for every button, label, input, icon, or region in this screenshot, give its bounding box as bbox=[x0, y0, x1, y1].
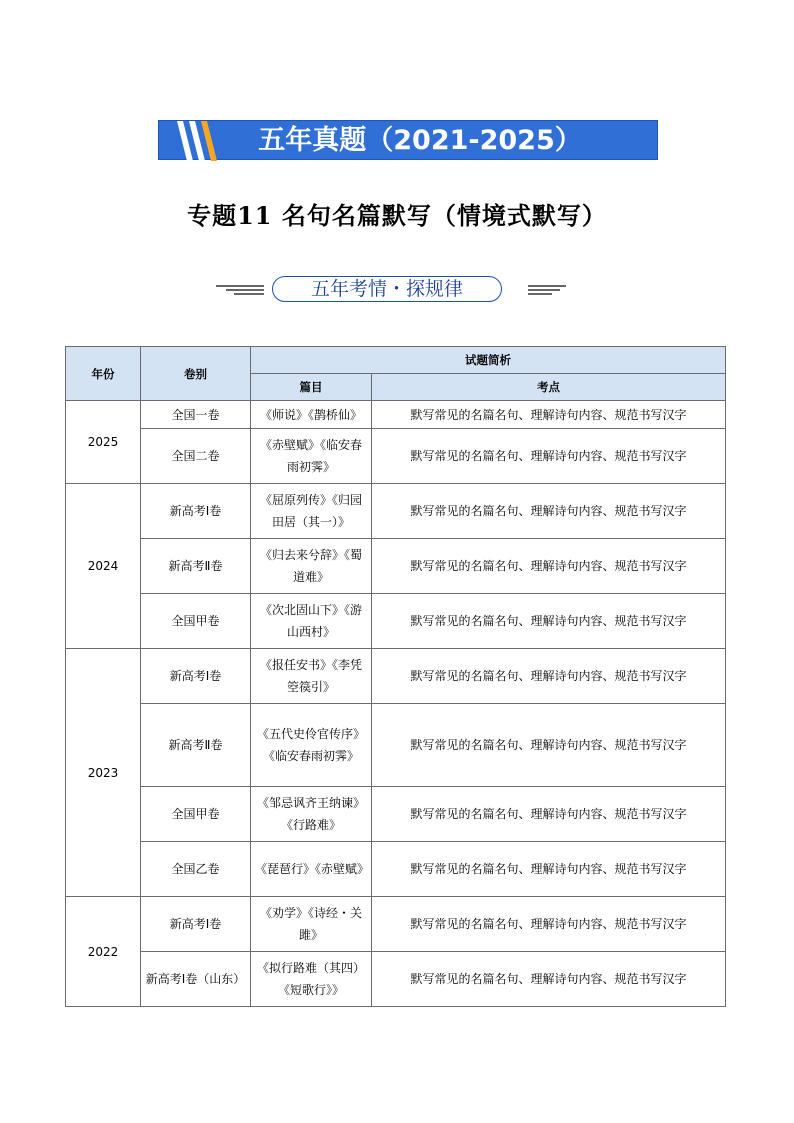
paper-cell: 新高考Ⅰ卷 bbox=[141, 484, 251, 539]
point-cell: 默写常见的名篇名句、理解诗句内容、规范书写汉字 bbox=[372, 484, 726, 539]
paper-cell: 新高考Ⅰ卷 bbox=[141, 897, 251, 952]
header-paper: 卷别 bbox=[141, 347, 251, 401]
article-cell: 《邹忌讽齐王纳谏》《行路难》 bbox=[251, 787, 372, 842]
decorative-lines-right bbox=[526, 282, 566, 298]
point-cell: 默写常见的名篇名句、理解诗句内容、规范书写汉字 bbox=[372, 704, 726, 787]
article-cell: 《拟行路难（其四）《短歌行》》 bbox=[251, 952, 372, 1007]
point-cell: 默写常见的名篇名句、理解诗句内容、规范书写汉字 bbox=[372, 649, 726, 704]
paper-cell: 新高考Ⅰ卷 bbox=[141, 649, 251, 704]
article-cell: 《次北固山下》《游山西村》 bbox=[251, 594, 372, 649]
article-cell: 《琵琶行》《赤壁赋》 bbox=[251, 842, 372, 897]
banner-title: 五年真题（2021-2025） bbox=[258, 125, 582, 156]
point-cell: 默写常见的名篇名句、理解诗句内容、规范书写汉字 bbox=[372, 787, 726, 842]
year-cell: 2025 bbox=[66, 401, 141, 484]
table-row bbox=[66, 401, 726, 429]
paper-cell: 全国甲卷 bbox=[141, 787, 251, 842]
table-row bbox=[66, 897, 726, 952]
table-row bbox=[66, 594, 726, 649]
table-row bbox=[66, 842, 726, 897]
paper-cell: 全国一卷 bbox=[141, 401, 251, 429]
table-row bbox=[66, 704, 726, 787]
article-cell: 《屈原列传》《归园田居（其一）》 bbox=[251, 484, 372, 539]
page-title: 专题11 名句名篇默写（情境式默写） bbox=[187, 201, 607, 230]
year-cell: 2022 bbox=[66, 897, 141, 1007]
table-row bbox=[66, 429, 726, 484]
paper-cell: 全国甲卷 bbox=[141, 594, 251, 649]
header-analysis: 试题简析 bbox=[251, 347, 726, 374]
table-row bbox=[66, 484, 726, 539]
section-banner bbox=[158, 120, 658, 160]
paper-cell: 新高考Ⅱ卷 bbox=[141, 539, 251, 594]
paper-cell: 全国二卷 bbox=[141, 429, 251, 484]
point-cell: 默写常见的名篇名句、理解诗句内容、规范书写汉字 bbox=[372, 401, 726, 429]
exam-summary-table bbox=[65, 346, 726, 1007]
point-cell: 默写常见的名篇名句、理解诗句内容、规范书写汉字 bbox=[372, 539, 726, 594]
article-cell: 《五代史伶官传序》《临安春雨初霁》 bbox=[251, 704, 372, 787]
article-cell: 《归去来兮辞》《蜀道难》 bbox=[251, 539, 372, 594]
header-article: 篇目 bbox=[251, 374, 372, 401]
paper-cell: 新高考Ⅰ卷（山东） bbox=[141, 952, 251, 1007]
paper-cell: 全国乙卷 bbox=[141, 842, 251, 897]
year-cell: 2024 bbox=[66, 484, 141, 649]
table-row bbox=[66, 952, 726, 1007]
paper-cell: 新高考Ⅱ卷 bbox=[141, 704, 251, 787]
year-cell: 2023 bbox=[66, 649, 141, 897]
decorative-lines-left bbox=[216, 282, 266, 298]
table-row bbox=[66, 539, 726, 594]
article-cell: 《报任安书》《李凭箜篌引》 bbox=[251, 649, 372, 704]
section-pill-row bbox=[216, 276, 566, 304]
point-cell: 默写常见的名篇名句、理解诗句内容、规范书写汉字 bbox=[372, 952, 726, 1007]
point-cell: 默写常见的名篇名句、理解诗句内容、规范书写汉字 bbox=[372, 594, 726, 649]
header-point: 考点 bbox=[372, 374, 726, 401]
point-cell: 默写常见的名篇名句、理解诗句内容、规范书写汉字 bbox=[372, 842, 726, 897]
point-cell: 默写常见的名篇名句、理解诗句内容、规范书写汉字 bbox=[372, 897, 726, 952]
article-cell: 《劝学》《诗经・关雎》 bbox=[251, 897, 372, 952]
table-row bbox=[66, 787, 726, 842]
article-cell: 《师说》《鹊桥仙》 bbox=[251, 401, 372, 429]
point-cell: 默写常见的名篇名句、理解诗句内容、规范书写汉字 bbox=[372, 429, 726, 484]
article-cell: 《赤壁赋》《临安春雨初霁》 bbox=[251, 429, 372, 484]
header-year: 年份 bbox=[66, 347, 141, 401]
section-pill-label: 五年考情・探规律 bbox=[272, 276, 502, 302]
table-row bbox=[66, 649, 726, 704]
